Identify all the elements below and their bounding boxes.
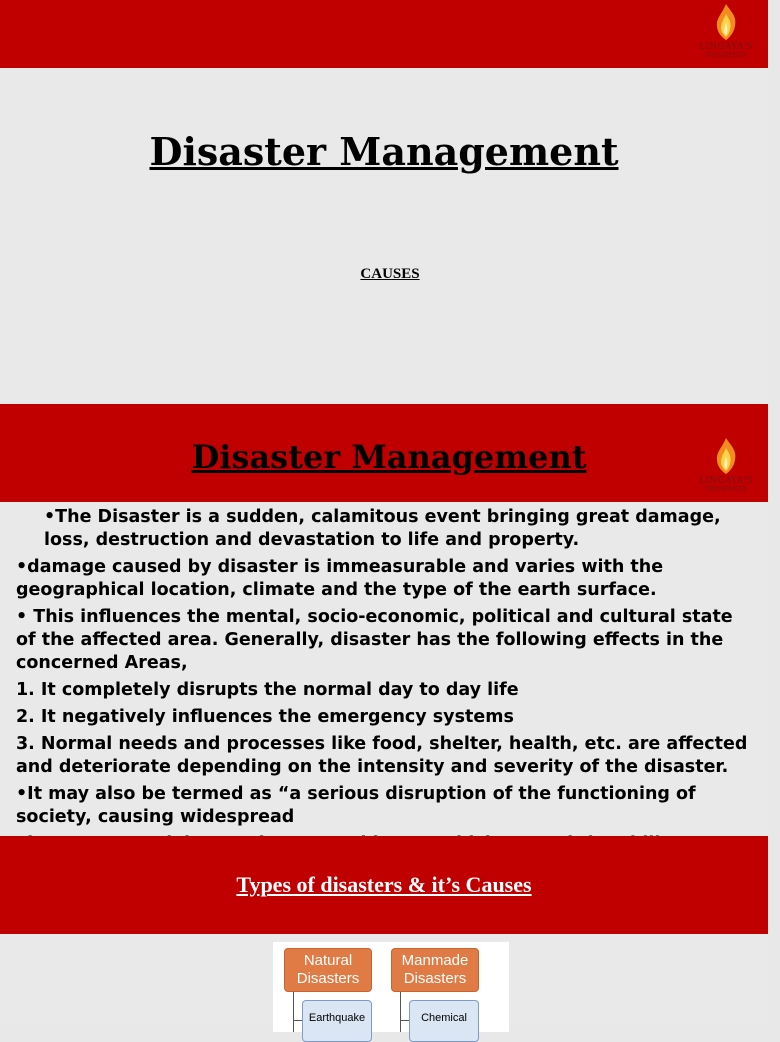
category-manmade: Manmade Disasters (391, 948, 479, 992)
disaster-types-diagram (273, 942, 509, 1032)
bullet-paragraph: • This influences the mental, socio-economic, political and cultural state of the affected area. Generally, disaster has the following effects in the concerned Areas, (16, 607, 733, 673)
connector-line (400, 1020, 409, 1021)
university-logo (694, 2, 758, 72)
slide-heading: Disaster Management (191, 438, 587, 476)
bullet-paragraph: •It may also be termed as “a serious disruption of the functioning of society, causing widespread (16, 784, 696, 827)
logo-name: LINGAYA'S (699, 42, 753, 52)
logo-sub: VIDYAPEETH (705, 486, 747, 493)
page-subtitle: CAUSES (360, 266, 420, 282)
connector-line (400, 992, 401, 1032)
bullet-paragraph: •damage caused by disaster is immeasurable and varies with the geographical location, climate and the type of the earth surface. (16, 557, 664, 600)
numbered-item: 3. Normal needs and processes like food, shelter, health, etc. are affected and deteriorate depending on the intensity and severity of the disaster. (16, 734, 748, 777)
connector-line (293, 992, 294, 1032)
flame-icon (709, 2, 743, 42)
category-natural: Natural Disasters (284, 948, 372, 992)
logo-sub: VIDYAPEETH (705, 52, 747, 59)
slide-types (0, 836, 768, 1024)
bullet-paragraph: •The Disaster is a sudden, calamitous event bringing great damage, loss, destruction and devastation to life and property. (44, 507, 721, 550)
item-earthquake: Earthquake (302, 1000, 372, 1042)
connector-line (293, 1020, 302, 1021)
slide-heading: Types of disasters & it’s Causes (236, 872, 532, 897)
page-title: Disaster Management (149, 129, 619, 174)
header-bar (0, 0, 768, 68)
slide-title (0, 0, 768, 404)
slide-body (16, 506, 756, 860)
slide-definition (0, 404, 768, 836)
item-chemical: Chemical (409, 1000, 479, 1042)
numbered-item: 2. It negatively influences the emergency systems (16, 707, 514, 727)
logo-name: LINGAYA'S (699, 476, 753, 486)
numbered-item: 1. It completely disrupts the normal day to day life (16, 680, 519, 700)
